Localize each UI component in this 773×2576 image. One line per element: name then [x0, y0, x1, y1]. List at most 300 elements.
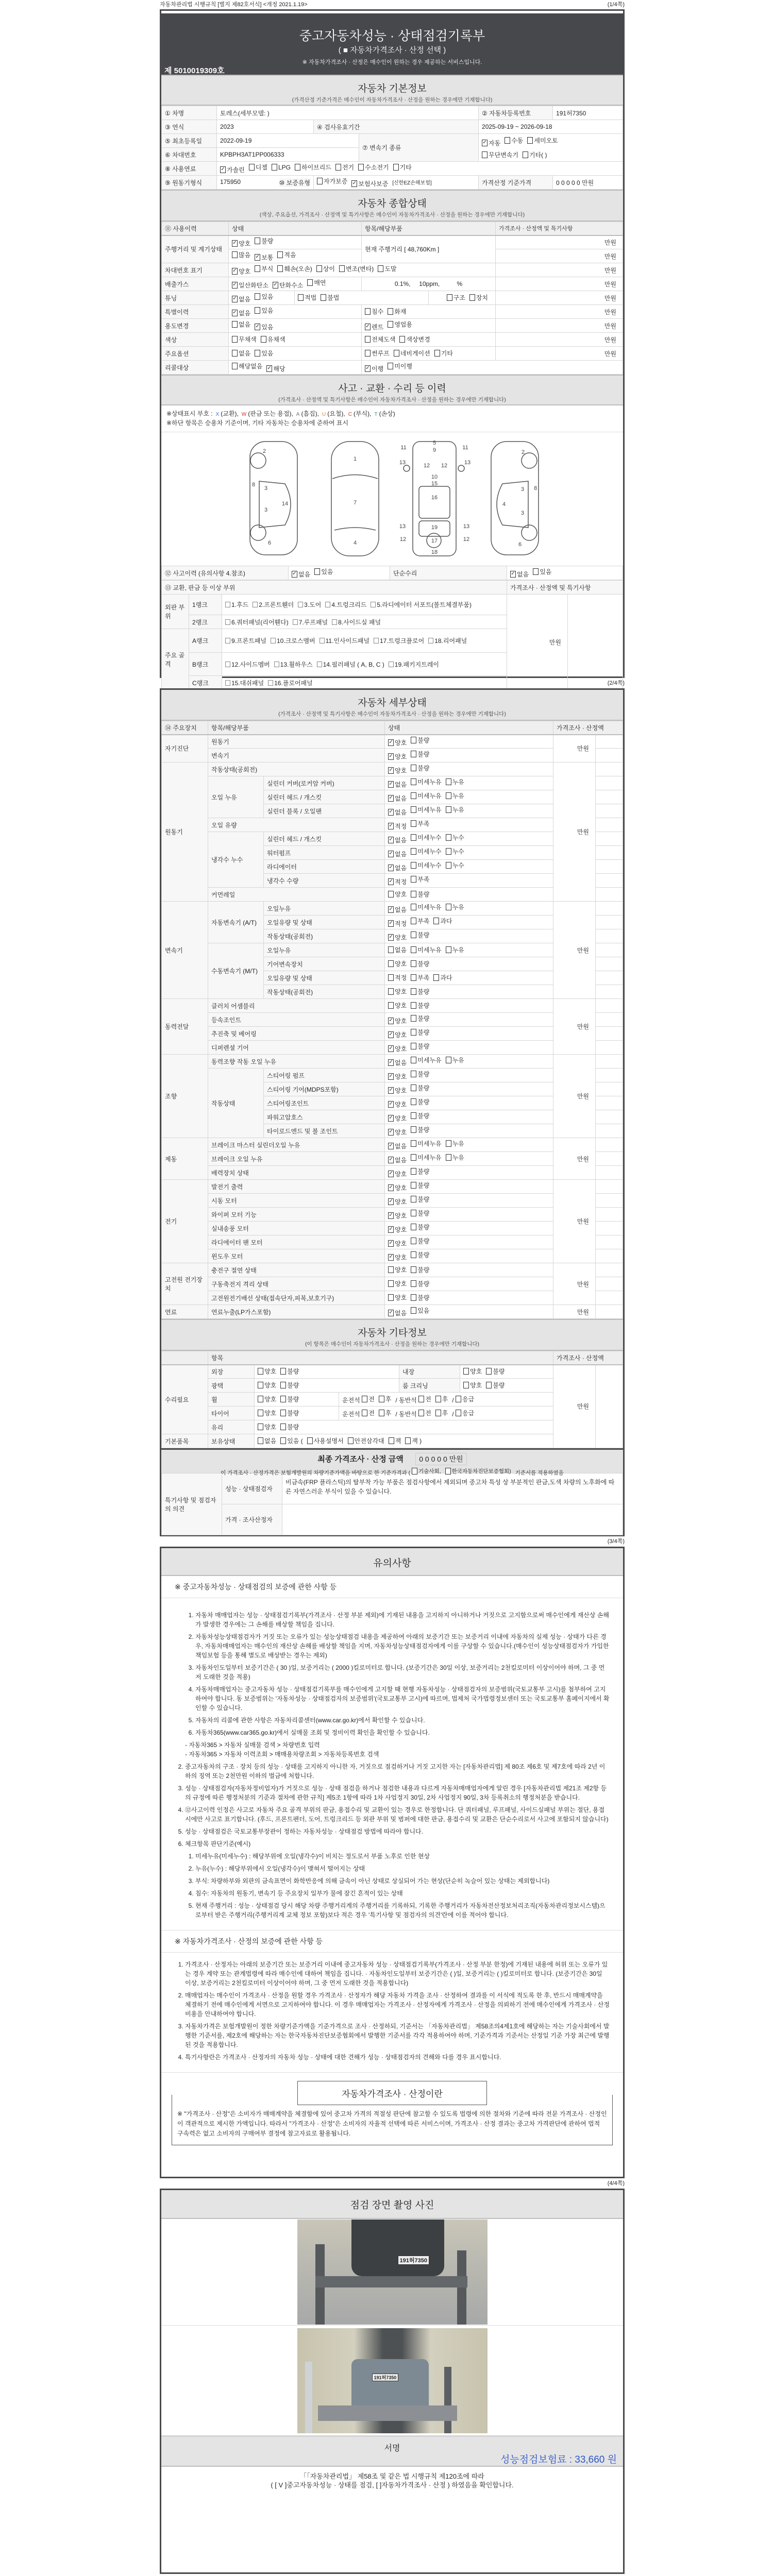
checkbox-option[interactable] — [411, 1001, 429, 1010]
checkbox-option[interactable] — [280, 1395, 299, 1403]
checkbox-unchecked[interactable] — [388, 960, 394, 967]
checkbox-option[interactable] — [255, 236, 273, 245]
checkbox-unchecked[interactable] — [411, 876, 416, 883]
checkbox-option[interactable] — [388, 877, 407, 886]
checkbox-checked[interactable]: ✓ — [389, 1254, 393, 1260]
checkbox-option[interactable] — [433, 917, 452, 925]
checkbox-unchecked[interactable] — [411, 1210, 416, 1216]
checkbox-option[interactable] — [411, 987, 429, 996]
checkbox-option[interactable] — [225, 600, 248, 609]
checkbox-option[interactable] — [388, 320, 412, 329]
checkbox-option[interactable] — [411, 1279, 429, 1288]
checkbox-unchecked[interactable] — [268, 680, 273, 686]
checkbox-option[interactable] — [271, 636, 315, 645]
checkbox-unchecked[interactable] — [280, 1423, 286, 1430]
checkbox-option[interactable] — [268, 679, 313, 687]
checkbox-unchecked[interactable] — [274, 662, 279, 667]
checkbox-option[interactable] — [388, 1279, 407, 1288]
checkbox-unchecked[interactable] — [411, 1307, 416, 1314]
checkbox-unchecked[interactable] — [411, 1098, 416, 1105]
checkbox-checked[interactable]: ✓ — [267, 365, 272, 371]
checkbox-option[interactable] — [332, 618, 381, 626]
checkbox-checked[interactable]: ✓ — [482, 139, 487, 145]
checkbox-option[interactable] — [388, 1156, 407, 1164]
checkbox-unchecked[interactable] — [411, 1057, 416, 1063]
checkbox-option[interactable] — [435, 1409, 448, 1417]
checkbox-unchecked[interactable] — [325, 602, 330, 607]
checkbox-unchecked[interactable] — [280, 1437, 286, 1444]
checkbox-unchecked[interactable] — [411, 1071, 416, 1077]
checkbox-option[interactable] — [232, 362, 262, 370]
checkbox-option[interactable] — [388, 822, 407, 831]
checkbox-option[interactable] — [378, 264, 396, 273]
checkbox-option[interactable] — [317, 660, 384, 669]
checkbox-checked[interactable]: ✓ — [389, 1212, 393, 1218]
checkbox-option[interactable] — [255, 306, 273, 315]
checkbox-option[interactable] — [325, 600, 366, 609]
checkbox-option[interactable] — [411, 750, 429, 758]
checkbox-unchecked[interactable] — [258, 1423, 263, 1430]
checkbox-unchecked[interactable] — [418, 1410, 424, 1416]
checkbox-checked[interactable]: ✓ — [389, 1143, 393, 1148]
checkbox-unchecked[interactable] — [411, 1224, 416, 1230]
checkbox-option[interactable] — [411, 1293, 429, 1302]
checkbox-option[interactable] — [411, 847, 441, 856]
checkbox-checked[interactable]: ✓ — [389, 809, 393, 815]
checkbox-unchecked[interactable] — [335, 164, 341, 171]
checkbox-option[interactable] — [411, 777, 441, 786]
checkbox-unchecked[interactable] — [298, 602, 303, 607]
checkbox-checked[interactable]: ✓ — [389, 920, 393, 926]
checkbox-checked[interactable]: ✓ — [389, 851, 393, 856]
checkbox-option[interactable] — [280, 1436, 303, 1445]
checkbox-unchecked[interactable] — [225, 680, 230, 686]
checkbox-option[interactable] — [298, 293, 316, 302]
checkbox-option[interactable] — [258, 1367, 276, 1376]
checkbox-option[interactable] — [258, 1409, 276, 1417]
checkbox-checked[interactable]: ✓ — [389, 1087, 393, 1093]
checkbox-unchecked[interactable] — [378, 265, 383, 272]
checkbox-checked[interactable]: ✓ — [389, 823, 393, 828]
checkbox-unchecked[interactable] — [365, 350, 371, 357]
checkbox-checked[interactable]: ✓ — [389, 1157, 393, 1162]
checkbox-option[interactable] — [365, 349, 390, 358]
checkbox-unchecked[interactable] — [411, 862, 416, 869]
checkbox-unchecked[interactable] — [258, 1410, 263, 1416]
checkbox-option[interactable] — [411, 1056, 441, 1064]
checkbox-option[interactable] — [411, 791, 441, 800]
checkbox-option[interactable] — [411, 973, 429, 982]
checkbox-option[interactable] — [388, 890, 407, 899]
checkbox-option[interactable] — [411, 917, 429, 925]
checkbox-option[interactable] — [225, 660, 270, 669]
checkbox-checked[interactable]: ✓ — [389, 1031, 393, 1037]
checkbox-unchecked[interactable] — [446, 904, 451, 910]
checkbox-option[interactable] — [388, 307, 406, 316]
checkbox-unchecked[interactable] — [446, 792, 451, 799]
checkbox-unchecked[interactable] — [258, 1382, 263, 1388]
checkbox-unchecked[interactable] — [446, 848, 451, 855]
checkbox-option[interactable] — [428, 636, 467, 645]
checkbox-checked[interactable]: ✓ — [389, 934, 393, 940]
checkbox-unchecked[interactable] — [412, 1468, 417, 1475]
checkbox-unchecked[interactable] — [456, 1396, 461, 1402]
checkbox-checked[interactable]: ✓ — [232, 310, 237, 315]
checkbox-option[interactable] — [321, 293, 339, 302]
checkbox-unchecked[interactable] — [280, 1368, 286, 1375]
checkbox-unchecked[interactable] — [411, 1112, 416, 1119]
checkbox-unchecked[interactable] — [411, 960, 416, 967]
checkbox-unchecked[interactable] — [348, 1437, 354, 1444]
checkbox-unchecked[interactable] — [379, 1410, 384, 1416]
checkbox-checked[interactable]: ✓ — [273, 282, 278, 287]
checkbox-checked[interactable]: ✓ — [389, 1045, 393, 1051]
checkbox-option[interactable] — [388, 945, 407, 954]
checkbox-unchecked[interactable] — [389, 1437, 394, 1444]
checkbox-unchecked[interactable] — [482, 151, 488, 158]
checkbox-option[interactable] — [220, 165, 245, 174]
checkbox-option[interactable] — [388, 1253, 407, 1262]
checkbox-unchecked[interactable] — [446, 806, 451, 813]
checkbox-option[interactable] — [388, 959, 407, 968]
checkbox-checked[interactable]: ✓ — [365, 365, 370, 371]
checkbox-unchecked[interactable] — [258, 1368, 263, 1375]
checkbox-option[interactable] — [411, 890, 429, 899]
checkbox-unchecked[interactable] — [388, 1002, 394, 1009]
checkbox-option[interactable] — [447, 293, 465, 302]
checkbox-unchecked[interactable] — [388, 321, 393, 328]
checkbox-unchecked[interactable] — [411, 848, 416, 855]
checkbox-option[interactable] — [272, 164, 291, 171]
checkbox-unchecked[interactable] — [255, 238, 260, 244]
checkbox-checked[interactable]: ✓ — [389, 1198, 393, 1204]
checkbox-option[interactable] — [456, 1409, 474, 1417]
checkbox-option[interactable] — [510, 570, 529, 579]
checkbox-option[interactable] — [446, 847, 464, 856]
checkbox-unchecked[interactable] — [362, 1410, 367, 1416]
checkbox-option[interactable] — [362, 1395, 375, 1403]
checkbox-unchecked[interactable] — [411, 946, 416, 953]
checkbox-unchecked[interactable] — [411, 1182, 416, 1189]
checkbox-unchecked[interactable] — [411, 1140, 416, 1147]
checkbox-option[interactable] — [316, 264, 335, 273]
checkbox-option[interactable] — [232, 295, 250, 303]
checkbox-unchecked[interactable] — [388, 1280, 394, 1287]
checkbox-unchecked[interactable] — [379, 1396, 384, 1402]
checkbox-checked[interactable]: ✓ — [389, 1059, 393, 1065]
checkbox-unchecked[interactable] — [225, 638, 230, 643]
checkbox-unchecked[interactable] — [258, 1437, 263, 1444]
checkbox-option[interactable] — [411, 1209, 429, 1217]
checkbox-checked[interactable]: ✓ — [221, 166, 225, 172]
checkbox-unchecked[interactable] — [314, 568, 320, 575]
checkbox-unchecked[interactable] — [533, 568, 539, 575]
checkbox-option[interactable] — [232, 320, 250, 329]
checkbox-unchecked[interactable] — [298, 294, 304, 301]
checkbox-unchecked[interactable] — [255, 350, 260, 357]
checkbox-checked[interactable]: ✓ — [389, 1171, 393, 1176]
checkbox-option[interactable] — [463, 1381, 482, 1389]
checkbox-unchecked[interactable] — [280, 1382, 286, 1388]
checkbox-option[interactable] — [298, 600, 321, 609]
checkbox-checked[interactable]: ✓ — [389, 865, 393, 870]
checkbox-unchecked[interactable] — [358, 164, 364, 171]
checkbox-option[interactable] — [255, 292, 273, 301]
checkbox-option[interactable] — [411, 1181, 429, 1190]
checkbox-unchecked[interactable] — [411, 737, 416, 743]
checkbox-unchecked[interactable] — [411, 904, 416, 910]
checkbox-option[interactable] — [456, 1395, 474, 1403]
checkbox-unchecked[interactable] — [411, 778, 416, 785]
checkbox-unchecked[interactable] — [225, 619, 230, 625]
checkbox-checked[interactable]: ✓ — [389, 739, 393, 745]
checkbox-option[interactable] — [411, 1083, 429, 1092]
checkbox-checked[interactable]: ✓ — [255, 324, 260, 329]
checkbox-unchecked[interactable] — [447, 294, 452, 301]
checkbox-checked[interactable]: ✓ — [389, 1115, 393, 1121]
checkbox-option[interactable] — [388, 1309, 407, 1317]
checkbox-option[interactable] — [411, 1097, 429, 1106]
checkbox-option[interactable] — [418, 1409, 431, 1417]
checkbox-unchecked[interactable] — [405, 1437, 411, 1444]
checkbox-unchecked[interactable] — [411, 834, 416, 841]
checkbox-unchecked[interactable] — [434, 350, 440, 357]
checkbox-option[interactable] — [388, 362, 412, 370]
checkbox-option[interactable] — [435, 1395, 448, 1403]
checkbox-option[interactable] — [388, 1211, 407, 1220]
checkbox-option[interactable] — [411, 1167, 429, 1176]
checkbox-option[interactable] — [255, 253, 273, 262]
checkbox-unchecked[interactable] — [332, 619, 337, 625]
checkbox-option[interactable] — [225, 636, 266, 645]
checkbox-option[interactable] — [388, 1086, 407, 1095]
checkbox-checked[interactable]: ✓ — [389, 753, 393, 759]
checkbox-unchecked[interactable] — [411, 1266, 416, 1273]
checkbox-unchecked[interactable] — [371, 602, 376, 607]
checkbox-unchecked[interactable] — [365, 336, 371, 343]
checkbox-unchecked[interactable] — [411, 918, 416, 924]
checkbox-option[interactable] — [388, 766, 407, 775]
checkbox-option[interactable] — [320, 636, 369, 645]
checkbox-option[interactable] — [255, 349, 273, 358]
checkbox-option[interactable] — [411, 1250, 429, 1259]
checkbox-option[interactable] — [411, 819, 429, 828]
checkbox-unchecked[interactable] — [399, 336, 405, 343]
checkbox-option[interactable] — [411, 945, 441, 954]
checkbox-option[interactable] — [280, 1422, 299, 1431]
checkbox-option[interactable] — [379, 1395, 392, 1403]
checkbox-option[interactable] — [388, 1197, 407, 1206]
checkbox-unchecked[interactable] — [388, 1294, 394, 1301]
checkbox-unchecked[interactable] — [446, 1140, 451, 1147]
checkbox-unchecked[interactable] — [446, 834, 451, 841]
checkbox-unchecked[interactable] — [463, 1368, 469, 1375]
checkbox-option[interactable] — [389, 1436, 401, 1445]
checkbox-unchecked[interactable] — [271, 638, 276, 643]
checkbox-unchecked[interactable] — [365, 308, 371, 315]
checkbox-option[interactable] — [394, 349, 430, 358]
checkbox-checked[interactable]: ✓ — [292, 571, 297, 577]
checkbox-unchecked[interactable] — [411, 1280, 416, 1287]
checkbox-checked[interactable]: ✓ — [389, 1184, 393, 1190]
checkbox-option[interactable] — [446, 805, 464, 814]
checkbox-unchecked[interactable] — [374, 638, 379, 643]
checkbox-option[interactable] — [280, 1381, 299, 1389]
checkbox-option[interactable] — [374, 636, 424, 645]
checkbox-option[interactable] — [411, 903, 441, 911]
checkbox-unchecked[interactable] — [388, 988, 394, 995]
checkbox-unchecked[interactable] — [307, 1437, 313, 1444]
checkbox-option[interactable] — [258, 1422, 276, 1431]
checkbox-unchecked[interactable] — [527, 137, 533, 144]
checkbox-unchecked[interactable] — [428, 638, 433, 643]
checkbox-option[interactable] — [446, 777, 464, 786]
checkbox-option[interactable] — [388, 808, 407, 817]
checkbox-option[interactable] — [482, 139, 500, 147]
checkbox-option[interactable] — [249, 163, 267, 172]
checkbox-option[interactable] — [232, 349, 250, 358]
checkbox-unchecked[interactable] — [388, 974, 394, 981]
checkbox-checked[interactable]: ✓ — [389, 1226, 393, 1232]
checkbox-option[interactable] — [411, 764, 429, 772]
checkbox-unchecked[interactable] — [469, 294, 475, 301]
checkbox-option[interactable] — [362, 1409, 375, 1417]
checkbox-unchecked[interactable] — [280, 1396, 286, 1402]
checkbox-option[interactable] — [446, 1139, 464, 1148]
checkbox-option[interactable] — [411, 959, 429, 968]
checkbox-option[interactable] — [225, 618, 289, 626]
checkbox-option[interactable] — [463, 1367, 482, 1376]
checkbox-unchecked[interactable] — [232, 350, 238, 357]
checkbox-unchecked[interactable] — [232, 336, 238, 343]
checkbox-unchecked[interactable] — [293, 619, 298, 625]
checkbox-option[interactable] — [388, 933, 407, 942]
checkbox-option[interactable] — [258, 1381, 276, 1389]
checkbox-option[interactable] — [388, 1100, 407, 1109]
checkbox-option[interactable] — [274, 660, 313, 669]
checkbox-option[interactable] — [527, 136, 558, 145]
checkbox-checked[interactable]: ✓ — [389, 1129, 393, 1134]
checkbox-unchecked[interactable] — [456, 1410, 461, 1416]
checkbox-unchecked[interactable] — [389, 662, 394, 667]
checkbox-checked[interactable]: ✓ — [389, 878, 393, 884]
checkbox-option[interactable] — [253, 600, 294, 609]
checkbox-checked[interactable]: ✓ — [389, 795, 393, 801]
checkbox-unchecked[interactable] — [411, 1251, 416, 1258]
checkbox-option[interactable] — [505, 136, 523, 145]
checkbox-option[interactable] — [232, 239, 250, 248]
checkbox-option[interactable] — [482, 150, 518, 159]
checkbox-option[interactable] — [469, 293, 488, 302]
checkbox-unchecked[interactable] — [362, 1396, 367, 1402]
checkbox-unchecked[interactable] — [435, 1410, 441, 1416]
checkbox-option[interactable] — [388, 1142, 407, 1150]
checkbox-unchecked[interactable] — [411, 1015, 416, 1022]
checkbox-unchecked[interactable] — [411, 1043, 416, 1049]
checkbox-option[interactable] — [358, 163, 389, 172]
checkbox-option[interactable] — [365, 323, 383, 331]
checkbox-unchecked[interactable] — [411, 891, 416, 897]
checkbox-option[interactable] — [446, 833, 464, 842]
checkbox-option[interactable] — [280, 1367, 299, 1376]
checkbox-option[interactable] — [446, 945, 464, 954]
checkbox-unchecked[interactable] — [317, 662, 322, 667]
checkbox-checked[interactable]: ✓ — [352, 180, 357, 186]
checkbox-option[interactable] — [388, 1114, 407, 1123]
checkbox-option[interactable] — [388, 863, 407, 872]
checkbox-unchecked[interactable] — [463, 1382, 469, 1388]
checkbox-option[interactable] — [314, 567, 333, 576]
checkbox-unchecked[interactable] — [486, 1368, 492, 1375]
checkbox-unchecked[interactable] — [388, 308, 393, 315]
checkbox-option[interactable] — [232, 267, 250, 276]
checkbox-option[interactable] — [388, 1128, 407, 1137]
checkbox-option[interactable] — [371, 600, 472, 609]
checkbox-option[interactable] — [277, 264, 312, 273]
checkbox-option[interactable] — [388, 1030, 407, 1039]
checkbox-checked[interactable]: ✓ — [232, 268, 237, 274]
checkbox-unchecked[interactable] — [232, 363, 238, 369]
checkbox-option[interactable] — [339, 264, 374, 273]
checkbox-option[interactable] — [225, 679, 264, 687]
checkbox-unchecked[interactable] — [411, 1002, 416, 1009]
checkbox-unchecked[interactable] — [433, 974, 439, 981]
checkbox-option[interactable] — [379, 1409, 392, 1417]
checkbox-option[interactable] — [411, 1028, 429, 1037]
checkbox-option[interactable] — [399, 335, 430, 344]
checkbox-unchecked[interactable] — [388, 363, 393, 369]
checkbox-option[interactable] — [486, 1367, 505, 1376]
checkbox-unchecked[interactable] — [411, 1084, 416, 1091]
checkbox-checked[interactable]: ✓ — [389, 837, 393, 842]
checkbox-checked[interactable]: ✓ — [232, 240, 237, 246]
checkbox-unchecked[interactable] — [411, 1154, 416, 1161]
checkbox-unchecked[interactable] — [255, 265, 260, 272]
checkbox-unchecked[interactable] — [411, 1196, 416, 1202]
checkbox-unchecked[interactable] — [320, 638, 325, 643]
checkbox-option[interactable] — [365, 307, 383, 316]
checkbox-unchecked[interactable] — [446, 946, 451, 953]
checkbox-unchecked[interactable] — [321, 294, 326, 301]
checkbox-checked[interactable]: ✓ — [232, 282, 237, 287]
checkbox-option[interactable] — [411, 1306, 429, 1315]
checkbox-option[interactable] — [445, 1467, 511, 1475]
checkbox-unchecked[interactable] — [446, 778, 451, 785]
checkbox-option[interactable] — [411, 1195, 429, 1204]
checkbox-option[interactable] — [411, 1014, 429, 1023]
checkbox-unchecked[interactable] — [261, 336, 266, 343]
checkbox-unchecked[interactable] — [232, 251, 238, 258]
checkbox-option[interactable] — [388, 1265, 407, 1274]
checkbox-unchecked[interactable] — [411, 792, 416, 799]
checkbox-option[interactable] — [486, 1381, 505, 1389]
checkbox-unchecked[interactable] — [280, 1410, 286, 1416]
checkbox-unchecked[interactable] — [249, 164, 255, 171]
checkbox-unchecked[interactable] — [433, 918, 439, 924]
checkbox-option[interactable] — [255, 264, 273, 273]
checkbox-option[interactable] — [307, 278, 326, 287]
checkbox-unchecked[interactable] — [277, 251, 283, 258]
checkbox-unchecked[interactable] — [411, 806, 416, 813]
checkbox-unchecked[interactable] — [435, 1396, 441, 1402]
checkbox-unchecked[interactable] — [505, 137, 510, 144]
checkbox-option[interactable] — [266, 364, 285, 373]
checkbox-unchecked[interactable] — [258, 1396, 263, 1402]
checkbox-checked[interactable]: ✓ — [389, 781, 393, 787]
checkbox-unchecked[interactable] — [411, 1168, 416, 1175]
checkbox-option[interactable] — [411, 736, 429, 744]
checkbox-option[interactable] — [411, 1265, 429, 1274]
